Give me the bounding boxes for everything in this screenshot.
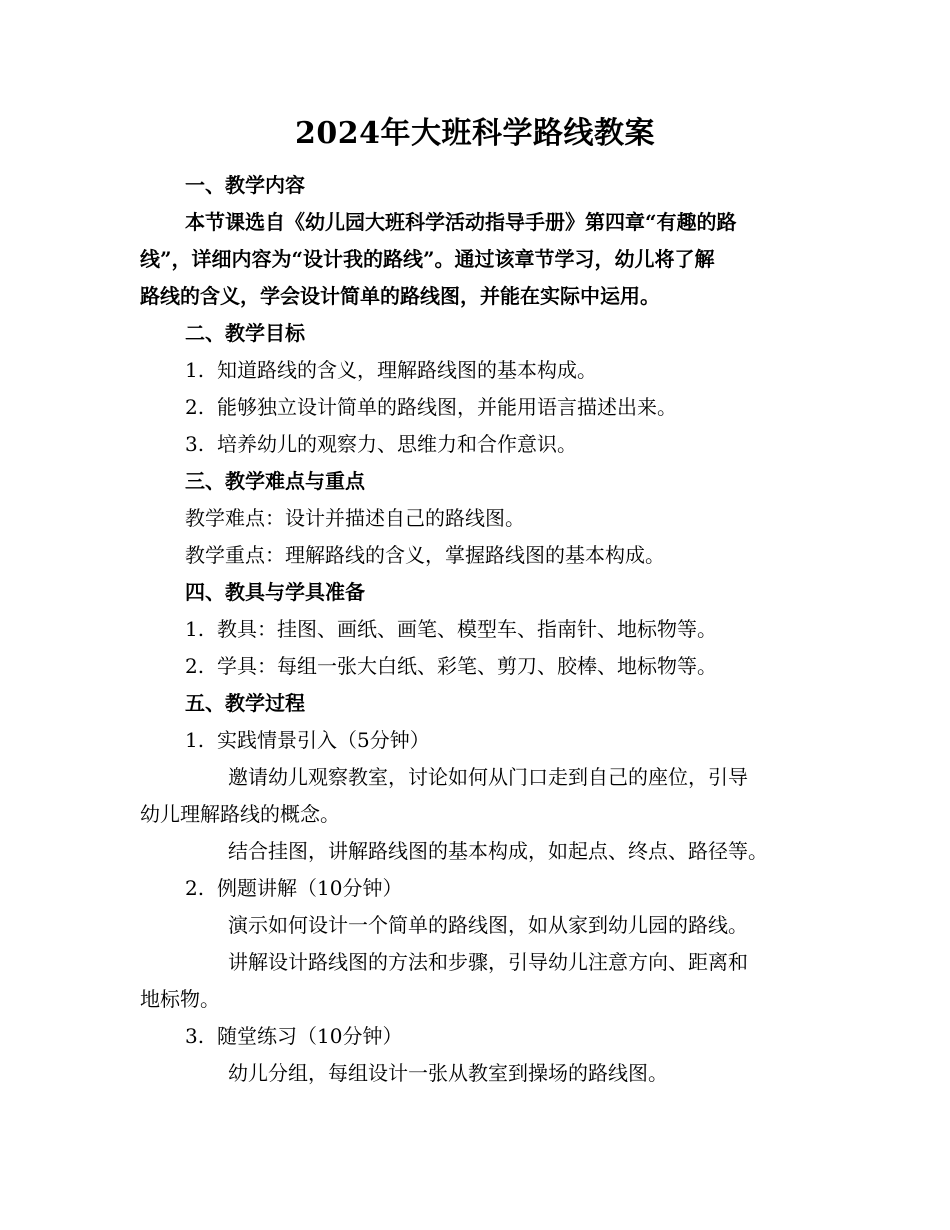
section-heading-process: 五、教学过程 (185, 691, 305, 715)
item-text: 能够独立设计简单的路线图，并能用语言描述出来。 (217, 395, 677, 419)
material-item (185, 615, 717, 643)
step-paragraph-line: 演示如何设计一个简单的路线图，如从家到幼儿园的路线。 (228, 913, 748, 937)
item-number: 3. (185, 1024, 205, 1048)
objective-item (185, 356, 597, 384)
objective-item (185, 393, 677, 421)
item-text: 教具：挂图、画纸、画笔、模型车、指南针、地标物等。 (217, 617, 717, 641)
step-title: 随堂练习（10分钟） (217, 1024, 403, 1048)
item-number: 1. (185, 358, 205, 382)
item-number: 2. (185, 395, 205, 419)
section-content-paragraph-line: 路线的含义，学会设计简单的路线图，并能在实际中运用。 (140, 284, 660, 308)
objective-item (185, 430, 577, 458)
step-paragraph-line: 邀请幼儿观察教室，讨论如何从门口走到自己的座位，引导 (228, 765, 748, 789)
step-paragraph-line: 结合挂图，讲解路线图的基本构成，如起点、终点、路径等。 (228, 839, 768, 863)
process-step (185, 726, 430, 754)
document-title: 2024年大班科学路线教案 (295, 116, 655, 151)
step-paragraph-line: 地标物。 (140, 987, 220, 1011)
item-number: 1. (185, 728, 205, 752)
section-heading-objectives: 二、教学目标 (185, 321, 305, 345)
process-step (185, 874, 402, 902)
item-text: 知道路线的含义，理解路线图的基本构成。 (217, 358, 597, 382)
section-content-paragraph-line: 本节课选自《幼儿园大班科学活动指导手册》第四章“有趣的路 (185, 210, 737, 234)
teaching-difficulty: 教学难点：设计并描述自己的路线图。 (185, 506, 525, 530)
section-heading-difficulties: 三、教学难点与重点 (185, 469, 365, 493)
item-number: 1. (185, 617, 205, 641)
item-text: 学具：每组一张大白纸、彩笔、剪刀、胶棒、地标物等。 (217, 654, 717, 678)
step-title: 实践情景引入（5分钟） (217, 728, 430, 752)
step-paragraph-line: 幼儿分组，每组设计一张从教室到操场的路线图。 (228, 1061, 668, 1085)
section-heading-materials: 四、教具与学具准备 (185, 580, 365, 604)
step-title: 例题讲解（10分钟） (217, 876, 403, 900)
teaching-key-point: 教学重点：理解路线的含义，掌握路线图的基本构成。 (185, 543, 665, 567)
item-number: 3. (185, 432, 205, 456)
step-paragraph-line: 幼儿理解路线的概念。 (140, 802, 340, 826)
item-number: 2. (185, 654, 205, 678)
material-item (185, 652, 717, 680)
section-content-paragraph-line: 线”，详细内容为“设计我的路线”。通过该章节学习，幼儿将了解 (140, 247, 715, 271)
item-number: 2. (185, 876, 205, 900)
process-step (185, 1022, 402, 1050)
step-paragraph-line: 讲解设计路线图的方法和步骤，引导幼儿注意方向、距离和 (228, 950, 748, 974)
section-heading-content: 一、教学内容 (185, 173, 305, 197)
item-text: 培养幼儿的观察力、思维力和合作意识。 (217, 432, 577, 456)
